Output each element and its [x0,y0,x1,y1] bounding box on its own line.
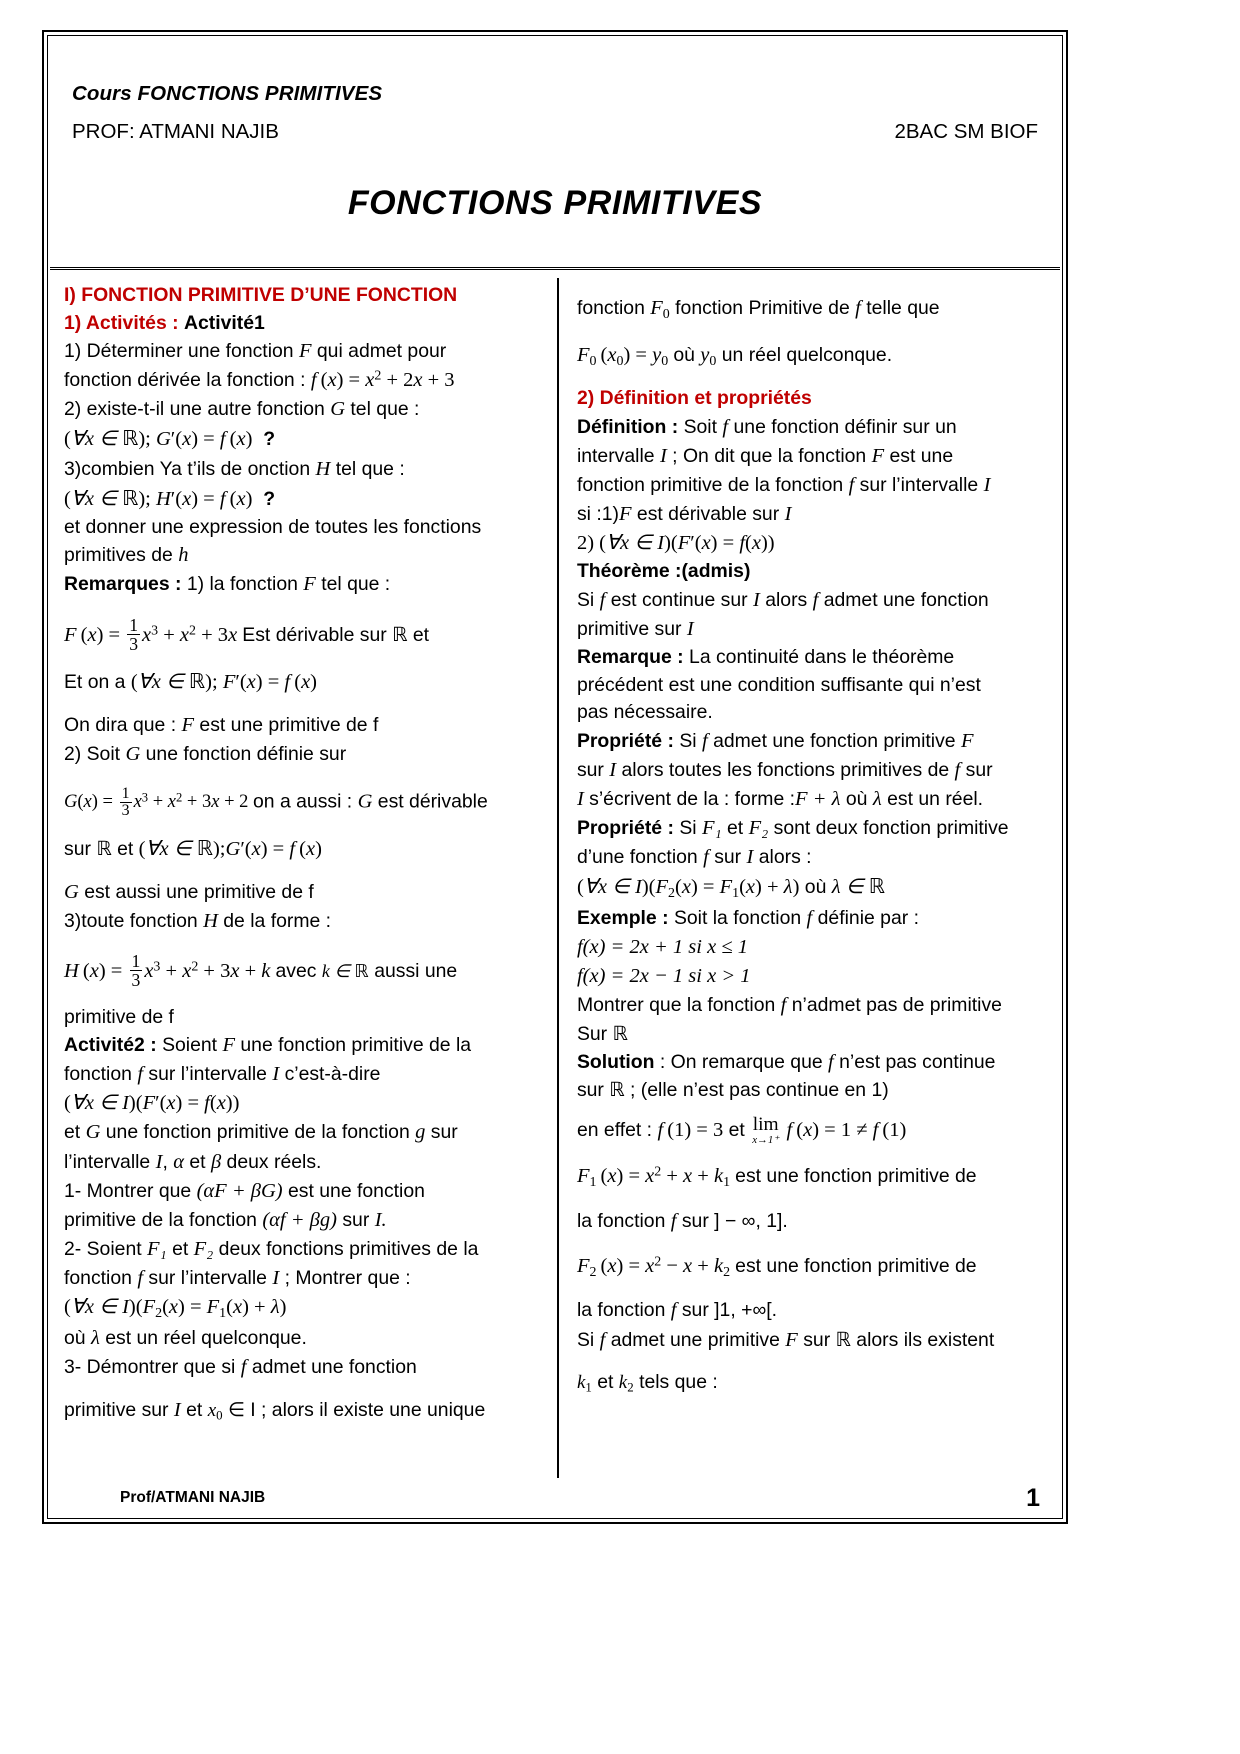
cont-l1-f: f [855,297,861,319]
q2-soient-l4-a: où [64,1326,86,1349]
F2-l2-b: sur ]1, +∞[. [681,1299,778,1322]
activite2-text-a: Soient [162,1034,218,1057]
q3-tail-text: primitives de [64,544,173,567]
activite2-l5-c: et [189,1150,206,1173]
F1-l2-a: la fonction [576,1209,666,1232]
theoreme-l1-f: f [599,588,606,611]
propriete2-l2-b: sur [714,846,742,869]
q3-demontrer-l2-a: primitive sur [64,1398,169,1421]
q1-montrer-b: est une fonction [288,1179,425,1202]
q2-soient-l2-a: fonction [64,1266,132,1289]
remarques-line [64,570,545,599]
level-label: 2BAC SM BIOF [894,120,1038,143]
definition-l2-c: est une [889,445,954,467]
section-heading-1: I) FONCTION PRIMITIVE D’UNE FONCTION [64,284,458,306]
formula-G-text-b: est dérivable [377,789,488,812]
q3-demontrer-line2 [64,1396,545,1425]
definition-line3 [577,471,1048,500]
formula-G: G(x) = $\frac{1}{3}$ $x^3 + x^2 + 3x + 2$ [64,784,249,820]
formula-F2-line [577,1252,1048,1283]
et-on-a-formula: (∀x ∈ ℝ); F′(x) = f (x) [130,669,317,694]
definition-l2-F: F [871,445,885,467]
activite2-l2-I: I [272,1063,280,1086]
q2-soient-line1 [64,1235,545,1264]
on-dira-line [64,711,545,740]
q1-variable-F: F [298,340,312,363]
activite2-text-b: une fonction primitive de la [240,1034,472,1057]
cont-formula-b: un réel quelconque. [721,343,893,366]
propriete1-line3 [577,785,1048,814]
exemple-line1 [577,904,1048,933]
q1-montrer-a: 1- Montrer que [64,1179,192,1202]
right-column [557,278,1058,1478]
formula-H-line [64,952,545,990]
remarque-line2: précédent est une condition suffisante qui n’est [576,673,981,696]
cont-formula-a: où [673,343,695,366]
q1-text-b: qui admet pour [316,340,447,363]
q1-text-a: 1) Déterminer une fonction [64,340,294,363]
exemple-line4 [577,991,1048,1020]
final-k2: k2 [618,1371,634,1395]
definition-l3-b: sur l’intervalle [859,474,979,497]
primitive-de-f-line: primitive de f [64,1005,174,1028]
F1-l2-b: sur ] − ∞, 1]. [681,1209,788,1232]
formula-F2: F2 $(x) = x^2 - x + k2$ [576,1254,731,1280]
solution-l1-a: : On remarque que [659,1051,823,1074]
limit-operator: lim x→1⁺ [752,1113,780,1147]
cont-l1-F0: F0 [650,297,670,322]
F2-l2-f: f [670,1299,677,1322]
definition-l2-I: I [659,445,667,467]
activite2-l2-b: sur l’intervalle [148,1063,267,1086]
section-heading-2: 2) Définition et propriétés [576,387,812,410]
q3-text-a: 3)combien Ya t’ils de onction [64,457,311,480]
propriete1-label: Propriété : [576,729,674,752]
exemple-line3: f(x) = 2x − 1 si x > 1 [576,965,751,988]
cont-l1-b: fonction Primitive de [675,297,850,319]
q3-demontrer-l2-I: I [173,1398,181,1421]
final-l2-a: et [597,1370,614,1393]
propriete2-l1-c: sont deux fonction primitive [773,817,1009,840]
propriete2-label: Propriété : [576,817,674,840]
cont-formula-y0: y0 [700,343,717,369]
definition-l1-b: une fonction définir sur un [733,415,957,438]
G-prim-variable: G [64,880,79,903]
propriete1-l1-b: admet une fonction primitive [713,729,956,752]
F1-l2-f: f [670,1209,677,1232]
G-prim-text: est aussi une primitive de f [84,880,314,903]
q1-montrer-math: (αF + βG) [196,1179,283,1202]
solution-line2: sur ℝ ; (elle n’est pas continue en 1) [576,1079,889,1102]
theoreme-l1-d: admet une fonction [823,588,989,611]
final-l1-c: sur ℝ alors ils existent [803,1328,995,1351]
q2-soient-lambda: λ [90,1326,100,1349]
exemple-label: Exemple : [576,907,669,930]
definition-l4-I: I [784,503,792,526]
propriete2-line1 [577,814,1048,843]
theoreme-l1-b: est continue sur [610,588,748,611]
soit-g-line [64,740,545,769]
question-2-formula: (∀x ∈ ℝ); G′(x) = f (x) ? [64,426,276,451]
exemple-l4-b: n’admet pas de primitive [791,994,1002,1017]
propriete2-l1-b: et [727,817,744,840]
q3-demontrer-l2-b: et [186,1398,203,1421]
solution-line3 [577,1115,1048,1146]
et-on-a-line [64,667,545,697]
F2-l2-a: la fonction [576,1299,666,1322]
sur-R-formula: (∀x ∈ ℝ);G′(x) = f (x) [138,835,322,860]
q2-text-a: 2) existe-t-il une autre fonction [64,398,325,421]
question-1-line1 [64,337,545,366]
on-dira-text-b: est une primitive de f [199,714,379,737]
q3-demontrer-f: f [240,1355,247,1378]
remarque-line1 [577,644,1048,672]
document-footer [52,1480,1058,1516]
propriete1-line1 [577,727,1048,756]
question-1-line2 [64,366,545,395]
solution-l3-a: en effet : [576,1118,653,1141]
activite2-line1 [64,1031,545,1060]
activite2-l5-comma: , [162,1150,168,1173]
formula-G-variable: G [357,789,373,812]
q1-montrer-line1 [64,1177,545,1206]
definition-line5: 2) (∀x ∈ I)(F′(x) = f(x)) [576,532,775,555]
q3-variable-H: H [315,457,331,480]
exemple-l1-f: f [806,907,813,930]
q2-soient-F2: F₂ [193,1237,214,1260]
activite2-l5-a: l’intervalle [64,1150,151,1173]
page-number: 1 [1026,1483,1040,1512]
propriete1-l3-c: est un réel. [887,788,984,811]
definition-l4-b: est dérivable sur [636,503,780,526]
activite2-l5-beta: β [210,1150,222,1173]
activite2-line5 [64,1148,545,1177]
formula-F1-text: est une fonction primitive de [735,1164,977,1187]
activite2-l4-G: G [85,1121,101,1144]
course-label: Cours FONCTIONS PRIMITIVES [72,82,383,105]
remarques-variable-F: F [303,573,316,596]
q1-formula: f $(x) = x^2 + 2x + 3$ [310,368,455,392]
question-3-line1 [64,455,545,484]
remarque-l1: La continuité dans le théorème [689,646,955,669]
formula-H-k: k ∈ ℝ [321,961,369,983]
final-line1 [577,1326,1048,1355]
definition-l4-a: si :1) [576,503,619,526]
page-frame [42,30,1068,1524]
theoreme-label: Théorème :(admis) [576,560,751,583]
exemple-line5: Sur ℝ [576,1022,628,1045]
propriete2-l1-F1: F₁ [701,817,722,840]
definition-line2 [577,442,1048,471]
formula-H: H (x) = $\frac{1}{3}$ $x^3 + x^2 + 3x + k$ [64,950,271,991]
activite2-line4 [64,1118,545,1147]
theoreme-l2-a: primitive sur [576,618,682,641]
propriete1-l2-a: sur [576,758,604,781]
formula-F2-text: est une fonction primitive de [735,1254,977,1277]
formula-F-line [64,616,545,654]
on-dira-variable-F: F [181,714,195,737]
cont-line1 [577,294,1048,325]
definition-label: Définition : [576,415,679,438]
definition-l1-f: f [722,415,729,438]
et-on-a-label: Et on a [64,671,126,694]
exemple-line2: f(x) = 2x + 1 si x ≤ 1 [576,936,748,959]
q1-montrer-line2 [64,1206,545,1235]
q2-soient-l2-I: I [272,1266,280,1289]
question-3-tail-1: et donner une expression de toutes les fonctions [64,515,482,538]
propriete2-l2-c: alors : [758,846,812,869]
propriete2-line2 [577,843,1048,872]
cont-formula-line [577,341,1048,372]
final-l2-b: tels que : [639,1370,718,1393]
q1-text-c: fonction dérivée la fonction : [64,369,306,392]
theoreme-line1 [577,586,1048,615]
exemple-l4-a: Montrer que la fonction [576,994,776,1017]
q2-soient-c: deux fonctions primitives de la [218,1237,479,1260]
soit-g-variable-G: G [125,743,141,766]
propriete2-l2-I: I [746,846,754,869]
activite2-l5-alpha: α [173,1150,184,1173]
remarques-text: 1) la fonction [186,573,298,596]
q2-soient-l2-c: ; Montrer que : [284,1266,411,1289]
solution-l1-b: n’est pas continue [839,1051,996,1074]
exemple-l1-b: définie par : [817,907,919,930]
propriete1-l2-f: f [954,758,961,781]
propriete2-line3: (∀x ∈ I)(F2(x) = F1(x) + λ) où λ ∈ ℝ [576,874,885,902]
q2-variable-G: G [330,398,346,421]
q2-soient-b: et [172,1237,189,1260]
q3-demontrer-l2-c: ∈ I ; alors il existe une unique [227,1398,486,1421]
activite1-label: Activité1 [183,311,265,334]
final-l1-b: admet une primitive [610,1328,780,1351]
footer-author: Prof/ATMANI NAJIB [120,1489,266,1506]
activite2-l4-b: une fonction primitive de la fonction [105,1121,410,1144]
propriete1-l2-I: I [609,758,617,781]
final-line2 [577,1369,1048,1397]
activite2-l4-a: et [64,1121,81,1144]
q3-demontrer-a: 3- Démontrer que si [64,1355,236,1378]
q1-montrer-l2-b: sur [342,1208,370,1231]
subsection-activites [64,310,545,338]
q1-montrer-l2-a: primitive de la fonction [64,1208,257,1231]
activite2-l2-c: c’est-à-dire [284,1063,381,1086]
theoreme-l1-f2: f [812,588,819,611]
q2-soient-l2-f: f [137,1266,144,1289]
subsection-label: 1) Activités : [64,311,179,334]
soit-g-text-b: une fonction définie sur [145,743,347,766]
propriete1-l3-a: s’écrivent de la : forme : [589,788,796,811]
theoreme-line2 [577,615,1048,644]
definition-l3-a: fonction primitive de la fonction [576,474,844,497]
propriete2-l1-F2: F₂ [748,817,769,840]
q2-text-b: tel que : [350,398,420,421]
solution-l3-b: et [728,1118,745,1141]
q2-soient-line4 [64,1324,545,1353]
formula-G-line [64,786,545,820]
sur-R-line [64,834,545,864]
formula-F2-line2 [577,1296,1048,1325]
q2-soient-l4-b: est un réel quelconque. [105,1326,307,1349]
toute-fonction-variable-H: H [203,909,218,932]
q2-soient-line2 [64,1264,545,1293]
soit-g-text-a: 2) Soit [64,743,121,766]
activite2-l2-f: f [137,1063,144,1086]
theoreme-l2-I: I [686,618,694,641]
G-primitive-line [64,878,545,907]
document-body [52,278,1058,1478]
propriete2-l2-f: f [703,846,709,869]
propriete1-l3-I: I [576,788,584,811]
exemple-l1-a: Soit la fonction [673,907,802,930]
final-l1-f: f [599,1328,606,1351]
final-k1: k1 [576,1371,592,1395]
definition-line4 [577,500,1048,529]
formula-F1-line [577,1162,1048,1193]
question-3-formula: (∀x ∈ ℝ); H′(x) = f (x) ? [64,485,276,510]
toute-fonction-text-b: de la forme : [223,909,332,932]
formula-F1: F1 $(x) = x^2 + x + k1$ [576,1164,731,1190]
question-2-line1 [64,395,545,424]
propriete1-l1-a: Si [679,729,697,752]
q2-soient-a: 2- Soient [64,1237,142,1260]
q3-demontrer-x0: x0 [207,1399,223,1423]
propriete1-l2-c: sur [965,758,993,781]
propriete1-l2-b: alors toutes les fonctions primitives de [621,758,950,781]
propriete1-l3-lambda: λ [872,788,882,811]
definition-l3-f: f [848,474,855,497]
definition-l4-F: F [618,503,632,526]
remarques-label: Remarques : [64,573,182,596]
remarque-label: Remarque : [576,646,684,669]
activite2-l2-a: fonction [64,1063,132,1086]
remarques-tail: tel que : [321,573,391,596]
cont-l1-c: telle que [866,297,940,319]
q3-demontrer-b: admet une fonction [251,1355,417,1378]
q3-text-b: tel que : [335,457,405,480]
q2-soient-F1: F₁ [147,1237,167,1260]
activite2-line2 [64,1060,545,1089]
formula-F: F (x) = $\frac{1}{3}$ $x^3 + x^2 + 3x$ [64,614,238,654]
propriete1-l1-F: F [960,729,974,752]
left-column [52,278,553,1478]
formula-H-avec: avec [275,960,317,983]
propriete2-l2-a: d’une fonction [576,846,698,869]
exemple-l4-f: f [780,994,787,1017]
activite2-l4-c: sur [430,1121,458,1144]
formula-H-tail: aussi une [374,960,458,983]
formula-F0: F0 (x0) = y0 [576,343,669,369]
propriete2-l1-a: Si [679,817,697,840]
activite2-line3: (∀x ∈ I)(F′(x) = f(x)) [64,1092,240,1115]
q3-variable-h: h [178,544,189,567]
theoreme-l1-c: alors [765,588,808,611]
on-dira-text-a: On dira que : [64,714,177,737]
final-l1-F: F [785,1328,798,1351]
solution-l3-math1: f (1) = 3 [657,1118,724,1141]
remarque-line3: pas nécessaire. [576,701,713,724]
professor-name: PROF: ATMANI NAJIB [72,120,279,143]
propriete1-l1-f: f [701,729,708,752]
toute-fonction-line [64,907,545,936]
activite2-l5-I: I [155,1150,163,1173]
question-3-tail-2 [64,541,545,570]
definition-line1 [577,413,1048,442]
formula-F-text: Est dérivable sur ℝ et [242,623,430,646]
q1-montrer-l2-math: (αf + βg) [262,1208,337,1231]
cont-l1-a: fonction [576,297,645,319]
propriete1-l3-math: F + λ [795,788,841,811]
sur-R-label: sur ℝ et [64,837,134,860]
definition-l2-a: intervalle [576,445,655,467]
document-header [50,38,1060,270]
solution-l1-f: f [828,1051,834,1074]
solution-l3-math2: f (x) = 1 ≠ f (1) [786,1118,907,1141]
solution-line1 [577,1048,1048,1077]
definition-l3-I: I [983,474,991,497]
formula-F1-line2 [577,1207,1048,1236]
solution-label: Solution [576,1051,655,1074]
activite2-l5-d: deux réels. [226,1150,322,1173]
activite2-l4-g: g [415,1121,426,1144]
propriete1-l3-b: où [845,788,868,811]
theoreme-l1-a: Si [576,588,595,611]
definition-l2-b: ; On dit que la fonction [672,445,867,467]
definition-l1-a: Soit [683,415,718,438]
propriete1-line2 [577,756,1048,785]
activite2-variable-F: F [222,1034,235,1057]
toute-fonction-text-a: 3)toute fonction [64,909,198,932]
final-l1-a: Si [576,1328,595,1351]
q2-soient-l2-b: sur l’intervalle [148,1266,267,1289]
activite2-label: Activité2 : [64,1034,157,1057]
q1-montrer-l2-I: I. [374,1208,387,1231]
q2-soient-line3: (∀x ∈ I)(F2(x) = F1(x) + λ) [64,1296,287,1321]
theoreme-l1-I: I [752,588,760,611]
header-meta-row [72,120,1038,144]
q3-demontrer-line1 [64,1353,545,1382]
page-title: FONCTIONS PRIMITIVES [347,184,763,222]
formula-G-text-a: on a aussi : [253,789,353,812]
